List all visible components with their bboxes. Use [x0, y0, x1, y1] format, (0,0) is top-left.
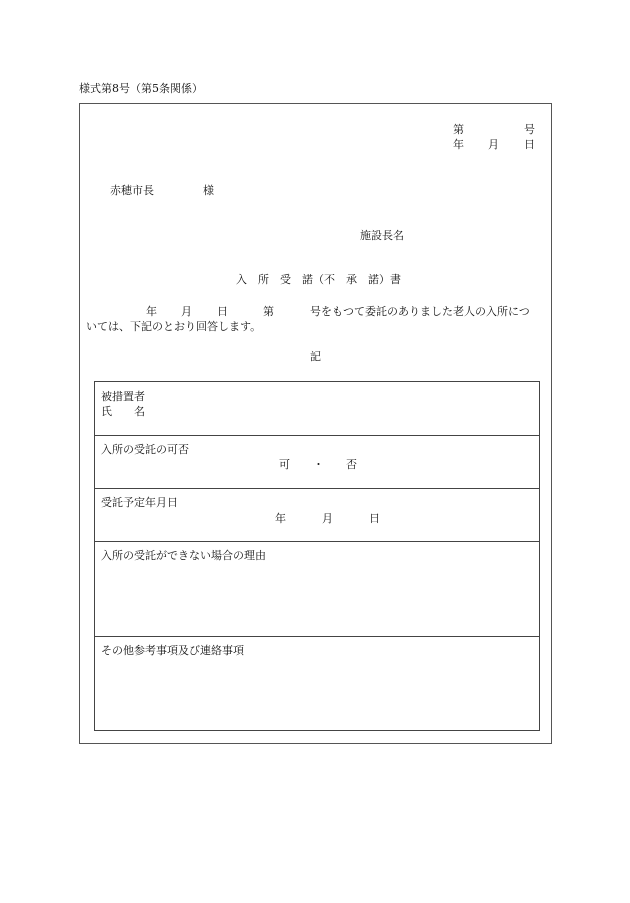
response-table — [94, 381, 540, 731]
acceptance-label: 入所の受託の可否 — [101, 443, 189, 456]
body-year: 年 — [146, 305, 157, 318]
scheduled-month: 月 — [322, 512, 333, 525]
row-divider — [95, 435, 539, 436]
body-line1-rest: 号をもつて委託のありました老人の入所につ — [310, 305, 530, 318]
body-month: 月 — [181, 305, 192, 318]
subject-label: 被措置者 — [101, 390, 145, 403]
ki-heading: 記 — [310, 350, 321, 363]
other-notes-label: その他参考事項及び連絡事項 — [101, 644, 244, 657]
scheduled-year: 年 — [275, 512, 286, 525]
date-day-label: 日 — [524, 138, 535, 151]
addressee-name: 赤穂市長 — [110, 184, 154, 197]
row-divider — [95, 488, 539, 489]
body-line2: いては、下記のとおり回答します。 — [86, 320, 262, 333]
form-number: 様式第8号（第5条関係） — [79, 82, 203, 95]
name-label: 氏 名 — [101, 405, 145, 418]
row-divider — [95, 636, 539, 637]
scheduled-date-label: 受託予定年月日 — [101, 496, 178, 509]
date-year-label: 年 — [453, 138, 464, 151]
acceptance-yes: 可 — [279, 458, 290, 471]
addressee-honorific: 様 — [203, 184, 214, 197]
scheduled-day: 日 — [369, 512, 380, 525]
doc-number-dai: 第 — [453, 123, 464, 136]
body-day: 日 — [217, 305, 228, 318]
acceptance-separator: ・ — [313, 458, 324, 471]
row-divider — [95, 541, 539, 542]
rejection-reason-label: 入所の受託ができない場合の理由 — [101, 549, 266, 562]
body-dai: 第 — [263, 305, 274, 318]
facility-director-name: 施設長名 — [360, 229, 404, 242]
date-month-label: 月 — [488, 138, 499, 151]
document-title: 入 所 受 諾（不 承 諾）書 — [236, 273, 401, 286]
doc-number-gou: 号 — [524, 123, 535, 136]
acceptance-no: 否 — [346, 458, 357, 471]
